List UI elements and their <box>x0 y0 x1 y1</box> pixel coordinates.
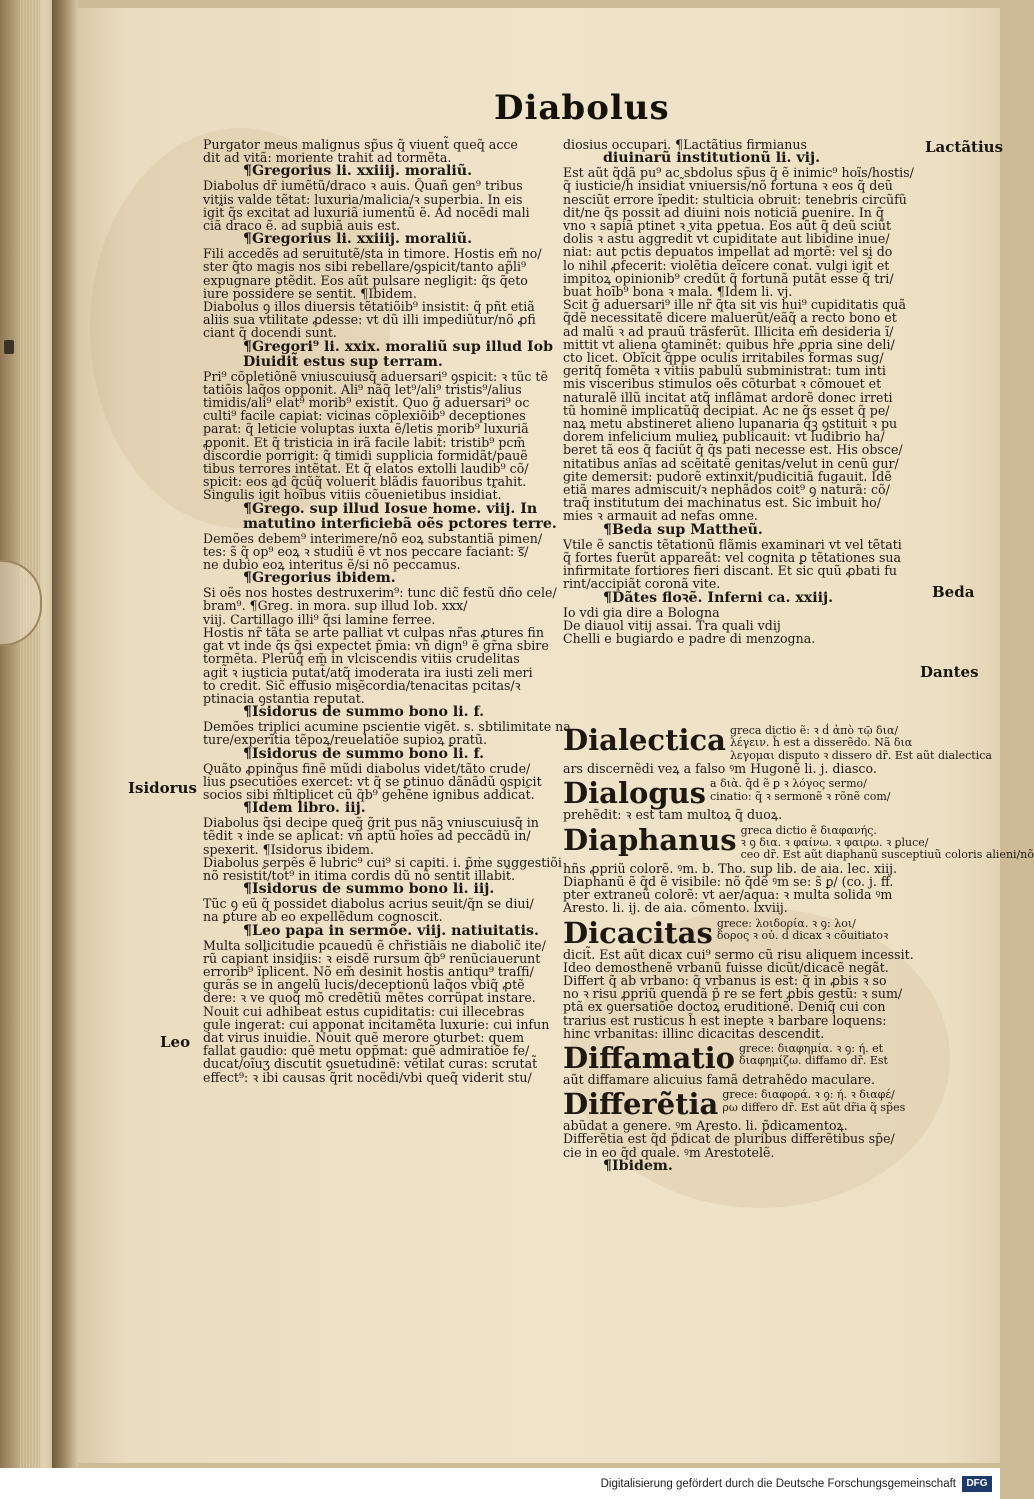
text-line: pter extraneũ colorẽ: vt aer/aqua: ꝛ multa solida ꝰm <box>563 887 893 903</box>
text-line: ster q̃to magis nos sibi rebellare/ꝯspicit/tanto ap̃li⁹ <box>203 259 527 275</box>
rubric-line: ¶Gregorius li. xxiiij. moraliũ. <box>243 163 473 180</box>
headword: Differẽtia <box>563 1087 719 1122</box>
rubric-line: ¶Dãtes floꝛẽ. Inferni ca. xxiij. <box>603 589 834 606</box>
text-line: no ꝛ risu ꝓpriũ quendã p̃ re se fert ꝓbis gestũ: ꝛ sum/ <box>563 986 903 1002</box>
entry-head <box>563 822 1034 862</box>
text-line: parat: q̃ leticie voluptas iuxta ẽ/letis morib⁹ luxuriã <box>203 421 529 437</box>
text-line: Diabolus q̃si decipe queq̃ g̃rit pus nãꝫ vniuscuiusq̃ in <box>203 815 539 831</box>
text-line: dit/ne q̃s possit ad diuini nois noticiã ꝑuenire. In q̃ <box>563 204 884 220</box>
dictionary-entry <box>563 778 915 821</box>
text-line: to credit̃. Sic̃ effusio misẽcordia/tenacitas pcitas/ꝛ <box>203 677 521 693</box>
text-line: aliis sua vtilitate ꝓdesse: vt dũ illi impediũtur/nõ ꝓfi <box>203 312 536 328</box>
rubric-line: ¶Beda sup Mattheũ. <box>603 521 763 538</box>
gloss-line: grece: διαφορά. ꝛ ꝯ: ή. ꝛ διαφέ/ <box>722 1088 895 1102</box>
gloss-line: διαφημίζω. diffamo dr̃. Est <box>739 1054 888 1068</box>
entry-head <box>563 1087 915 1122</box>
margin-note-beda: Beda <box>932 583 975 601</box>
text-line: abũdat a genere. ꝰm Aresto. li. p̃dicamentoꝝ. <box>563 1118 848 1134</box>
text-line: nitatibus anĩas ad scẽitatẽ genitas/velut in cenũ gur/ <box>563 455 899 471</box>
text-line: Demões debem⁹ interimere/nõ eoꝝ substantiã pimen/ <box>203 530 543 546</box>
text-line: spexerit. ¶Isidorus ibidem. <box>203 841 374 857</box>
text-line: Nouit cui adhibeat estus cupiditatis: cui illecebras <box>203 1003 525 1019</box>
text-line: q̃dẽ necessitatẽ dicere maluerũt/eãq̃ a recto bono et <box>563 310 897 326</box>
rubric-line: ¶Ibidem. <box>603 1157 673 1174</box>
text-line: cto licet. Obĩcit q̃ppe oculis irritabiles formas sug/ <box>563 350 884 366</box>
text-line: traq̃ institutum dei machinatus est. Sic imbuit ho/ <box>563 495 881 511</box>
text-line: Io vdi gia dire a Bologna <box>563 604 720 620</box>
text-line: igit̃ q̃s excitat ad luxuriã iumentũ ẽ. Ad nocẽdi mali <box>203 204 530 220</box>
gloss-line: λέγειν. h̃ est a disserẽdo. Nã δια <box>729 736 913 750</box>
text-line: Aresto. li. ij. de aia. cõmento. lxviij. <box>563 900 788 916</box>
text-line: naturalẽ illũ incitat atq̃ inflãmat ardorẽ donec irreti <box>563 389 893 405</box>
dictionary-entry <box>563 1089 915 1159</box>
text-line: gat vt inde q̃s q̃si expectet p̃mia: vñ dign⁹ ẽ gr̃na sbire <box>203 638 549 654</box>
left-text-column <box>203 137 571 1085</box>
text-line: Hostis nr̃ tãta se arte palliat vt culpas nr̃as ꝓtures fin <box>203 624 544 640</box>
text-line: viij. Cartillago illi⁹ q̃si lamine ferree. <box>203 611 436 627</box>
text-line: fallat gaudio: quẽ metu opp̃mat: quẽ admiratiõe fe/ <box>203 1043 530 1059</box>
text-line: tes: s̃ q̃ op⁹ eoꝝ ꝛ studiũ ẽ vt nos peccare faciant: sᷓ/ <box>203 543 529 559</box>
text-line: tatiõis laq̃os opponit. Ali⁹ nãq̃ let⁹/ali⁹ tristis⁹/alius <box>203 381 522 397</box>
text-line: dere: ꝛ ve quoq̃ mõ credẽtiũ mẽtes corrũpat instare. <box>203 990 536 1006</box>
rubric-line: Diuidit̃ estus sup terram. <box>243 353 443 370</box>
text-line: ptã ex ꝯuersatiõe doctoꝝ eruditionẽ. Deniq̃ cui con <box>563 999 886 1015</box>
entry-head <box>563 723 992 762</box>
text-line: nesciũt errore ĩpedit: stulticia obruit: tenebris circũfũ <box>563 191 907 207</box>
gloss-line: λεγομαι disputo ꝛ dissero dr̃. Est aũt dialectica <box>729 748 992 762</box>
text-line: trarius est rusticus h̃ est inepte ꝛ barbare loquens: <box>563 1012 887 1028</box>
gloss-line: ꝛ ꝯ δια. ꝛ φαίνω. ꝛ φαιρω. ꝛ ꝑluce/ <box>740 836 929 850</box>
text-line: Diabolus serpẽs ẽ lubric⁹ cui⁹ si capiti. i. p̃ṁe suggestiõi <box>203 854 562 870</box>
text-line: gite demersit: pudorẽ extinxit/pudicitiã fugauit. Idẽ <box>563 468 892 484</box>
text-line: dolis ꝛ astu aggredit̃ vt cupiditate aut libidine inue/ <box>563 231 890 247</box>
margin-note-dantes: Dantes <box>920 663 979 681</box>
text-line: diosius occupari. ¶Lactãtius firmianus <box>563 137 807 152</box>
gloss-line: ceo dr̃. Est aũt diaphanũ susceptiuũ coloris alieni/nõ <box>740 848 1034 862</box>
entry-head <box>563 776 915 811</box>
text-line: dat virus inuidie. Nouit quẽ merore ꝯturbet: quem <box>203 1029 525 1045</box>
text-line: geritq̃ fomẽta ꝛ vitiis pabulũ subministrat: tum inti <box>563 363 886 379</box>
text-line: ars discernẽdi veꝝ a falso ꝰm Hugonẽ li. j. diasco. <box>563 761 877 777</box>
text-line: dit ad vitã: moriente trahit ad tormẽta. <box>203 150 452 166</box>
text-line: tormẽta. Plerũq̃ em̃ in vlciscendis vitiis crudelitas <box>203 651 520 667</box>
margin-note-lactantius: Lactãtius <box>925 138 1004 156</box>
text-line: impitoꝝ opinionib⁹ credũt q̃ fortunã putãt esse q̃ tri/ <box>563 270 894 286</box>
headword-gloss <box>722 1089 905 1114</box>
text-line: nõ resistit̃/tot⁹ in itima cordis dũ nõ sentit̃ illabit̃. <box>203 867 515 883</box>
text-line: q̃ fortes fuerũt appareãt: vel cognita ꝑ tẽtationes sua <box>563 549 902 565</box>
text-line: expugnare ꝑtẽdit. Eos aũt pulsare negligit: q̃s q̃eto <box>203 272 528 288</box>
headword: Dialectica <box>563 723 726 757</box>
text-line: ducat/oĩuʒ discutit ꝯsuetudinẽ: vẽtilat curas: scrutat̃ <box>203 1056 538 1072</box>
text-line: Diabolus ꝯ illos diuersis tẽtatiõib⁹ insistit: q̃ pñt etiã <box>203 299 535 315</box>
text-line: dorem infelicium mulieꝝ publicauit: vt ludibrio ha/ <box>563 429 885 445</box>
dictionary-entry <box>563 723 992 777</box>
headword-gloss <box>717 918 888 943</box>
text-line: Multa sollicitudie pcauedũ ẽ chr̃istiãis ne diabolic̃ ite/ <box>203 937 546 953</box>
dictionary-entry <box>563 915 915 1041</box>
text-line: ad malũ ꝛ ad prauũ trãsferũt. Illicita em̃ desideria ĩ/ <box>563 323 894 339</box>
text-line: socios sibi m̃ltiplicet cũ q̃b⁹ gehẽne ignibus addicat̃. <box>203 786 535 802</box>
text-line: Vtile ẽ sanctis tẽtationũ flãmis examinari vt vel tẽtati <box>563 536 902 552</box>
text-line: agit̃ ꝛ iusticia putat̃/atq̃ imoderata ira iusti zeli meri <box>203 664 533 680</box>
text-line: tẽdit ꝛ inde se aplicat: vñ aptũ hoĩes ad peccãdũ in/ <box>203 828 531 844</box>
text-line: effect⁹: ꝛ ibi causas q̃rit nocẽdi/vbi queq̃ viderit stu/ <box>203 1069 532 1085</box>
text-line: lius ꝑsecutiões exercet: vt q̃ se ꝑtinuo dãnãdũ ꝯspicit <box>203 773 542 789</box>
text-line: buat hoĩb⁹ bona ꝛ mala. ¶Idem li. vj. <box>563 284 793 300</box>
dictionary-entry <box>563 822 1034 916</box>
text-line: rũ capiant̃ insidiis: ꝛ eisdẽ rursum q̃b⁹ renũciauerunt <box>203 950 541 966</box>
entry-head <box>563 915 915 950</box>
text-line: ciant q̃ docendi sunt. <box>203 325 337 341</box>
dictionary-entry <box>563 1043 915 1086</box>
rubric-line: ¶Leo papa in sermõe. viij. natiuitatis. <box>243 922 539 939</box>
page-stack-edges <box>20 0 40 1468</box>
text-line: niat: aut pctis depuatos impellat ad mortẽ: vel si do <box>563 244 893 260</box>
gloss-line: greca dictio ẽ διαφανής. <box>740 823 877 837</box>
rubric-line: diuinarũ institutionũ li. vij. <box>603 150 821 167</box>
text-line: ciã draco ẽ. ad supbiã auis est. <box>203 218 401 234</box>
headword-gloss <box>710 778 891 803</box>
dfg-logo: DFG <box>962 1476 992 1492</box>
text-line: tũ hominẽ implicatũq̃ decipiat. Ac ne q̃s esset q̃ pe/ <box>563 402 890 418</box>
text-line: prehẽdit: ꝛ est tam multoꝝ q̃ duoꝝ. <box>563 807 783 823</box>
text-line: beret tã eos q̃ faciũt q̃ q̃s pati necesse est. His obsce/ <box>563 442 903 458</box>
text-line: gule ingerat: cui apponat incitamẽta luxurie: cui infun <box>203 1016 550 1032</box>
text-line: etiã mares admiscuit/ꝛ nephãdos coit⁹ ꝯ naturã: cõ/ <box>563 482 890 498</box>
text-line: lo nihil ꝓfecerit: violẽtia deĩcere conat̃. vulgi igit̃ et <box>563 257 890 273</box>
text-line: ꝓponit. Et q̃ tristicia in irã facile labit̃: tristib⁹ pcm̃ <box>203 434 526 450</box>
text-line: Fili accedẽs ad seruitutẽ/sta in timore. Hostis em̃ no/ <box>203 246 542 262</box>
text-line: Scit g̃ aduersari⁹ ille nr̃ q̃ta sit vis hui⁹ cupiditatis quã <box>563 297 906 313</box>
headword-gloss <box>741 825 1034 862</box>
margin-note-leo: Leo <box>160 1033 191 1051</box>
headword: Diffamatio <box>563 1041 735 1076</box>
text-line: timidis/ali⁹ elat⁹ morib⁹ existit. Quo g̃ aduersari⁹ oc <box>203 395 530 411</box>
text-line: rint/accipiãt coronã vite. <box>563 576 721 592</box>
text-line: Demões triplici acumine pscientie vigẽt. s. sbtilimitate na <box>203 719 571 735</box>
text-line: errorib⁹ ĩplicent̃. Nõ em̃ desinit hostis antiqu⁹ traſfi/ <box>203 963 534 979</box>
text-line: na ꝑture ab eo expellẽdum cognoscit. <box>203 909 443 925</box>
rubric-line: ¶Isidorus de summo bono li. f. <box>243 745 485 762</box>
text-line: aũt diffamare alicuius famã detrahẽdo maculare. <box>563 1072 876 1088</box>
text-line: Tũc ꝯ eũ q̃ possidet diabolus acrius seuit/q̃n se diui/ <box>203 896 534 912</box>
headword-gloss <box>739 1043 888 1068</box>
text-line: gurãs se in angelũ lucis/deceptionũ laq̃os vbiq̃ ꝓtẽ <box>203 977 525 993</box>
text-line: Differt q̃ ab vrbano: q̃ vrbanus is est: q̃ in ꝓbis ꝛ so <box>563 973 887 989</box>
gloss-line: cinatio: q̃ ꝛ sermonẽ ꝛ rõnẽ com/ <box>710 789 891 803</box>
rubric-line: ¶Idem libro. iij. <box>243 800 366 817</box>
entry-head <box>563 1041 915 1076</box>
text-line: hñs ꝓpriũ colorẽ. ꝰm. b. Tho. sup lib. de aia. lec. xiij. <box>563 860 898 876</box>
text-line: mies ꝛ armauit ad nefas omne. <box>563 508 758 524</box>
text-line: Est aũt q̃dã pu⁹ ac sbdolus sp̃us q̃ ẽ inimic⁹ hoĩs/hostis/ <box>563 165 914 181</box>
page-heading: Diabolus <box>494 88 670 128</box>
gloss-line: grece: διαφημία. ꝛ ꝯ: ή. et <box>739 1042 884 1056</box>
dictionary-entries <box>563 722 1034 1174</box>
text-line: Ideo demosthenẽ vrbanũ fuisse dicũt/dicacẽ negãt. <box>563 959 889 975</box>
book-gutter <box>52 0 78 1468</box>
headword: Dialogus <box>563 776 707 811</box>
text-line: ture/experĩtia tẽpoꝝ/reuelatiõe supioꝝ ꝑratũ. <box>203 732 487 748</box>
headword: Diaphanus <box>563 822 737 857</box>
text-line: culti⁹ facile capiat: vicinas cõplexiõib⁹ deceptiones <box>203 408 526 424</box>
book-clasp <box>4 340 14 354</box>
rubric-line: ¶Grego. sup illud Iosue home. viij. In <box>243 500 538 517</box>
text-line: tibus terrores intẽtat. Et q̃ elatos extolli laudib⁹ cõ/ <box>203 461 529 477</box>
gloss-line: greca dictio ẽ: ꝛ ḋ ἀπὸ τῷ δια/ <box>729 724 899 737</box>
text-line: discordie porrigit: q̃ timidi supplicia formidãt/pauẽ <box>203 447 528 463</box>
rubric-line: ¶Gregori⁹ li. xxix. moraliũ sup illud Iob <box>243 338 554 355</box>
text-line: bram⁹. ¶Greg. in mora. sup illud Iob. xxx/ <box>203 598 468 614</box>
text-line: Si oẽs nos hostes destruxerim⁹: tunc dic̃ festũ dño cele/ <box>203 585 557 601</box>
headword: Dicacitas <box>563 915 713 950</box>
text-line: dicit̃. Est aũt dicax cui⁹ sermo cũ risu aliquem incessit. <box>563 946 914 962</box>
text-line: Differẽtia est q̃d p̃dicat̃ de pluribus differẽtibus sp̃e/ <box>563 1131 895 1147</box>
text-line: spicit: eos ad q̃cũq̃ voluerit blãdis fauoribus trahit. <box>203 474 527 490</box>
headword-gloss <box>730 725 992 762</box>
text-line: Purgator meus malignus sp̃us q̃ viuent̃ queq̃ acce <box>203 137 518 152</box>
gloss-line: δορος ꝛ οὐ. ḋ dicax ꝛ cõuitiatoꝛ <box>716 929 889 943</box>
text-line: ptinacia ꝯstantia reputat̃. <box>203 690 365 706</box>
text-line: mittit vt aliena ꝯtaminẽt: quibus hr̃e ꝓpria sine deli/ <box>563 336 895 352</box>
text-line: Chelli e bugiardo e padre di menzogna. <box>563 630 816 646</box>
text-line: iure possidere se sentit. ¶Ibidem. <box>203 285 417 301</box>
rubric-line: matutino interficiebã oẽs pctores terre. <box>243 515 557 532</box>
text-line: cie in eo q̃d quale. ꝰm Arestotelẽ. <box>563 1144 775 1160</box>
gloss-line: ρω differo dr̃. Est aũt dr̃ia q̃ sp̃es <box>722 1100 906 1114</box>
text-line: infirmitate fortiores fieri discant. Et sic quũ ꝓbati fu <box>563 563 897 579</box>
text-line: vitiis valde tẽtat: luxuria/malicia/ꝛ superbia. In eis <box>203 191 523 207</box>
rubric-line: ¶Isidorus de summo bono li. f. <box>243 704 485 721</box>
text-line: Quãto ꝓpinq̃us finẽ mũdi diabolus videt/tãto crude/ <box>203 760 531 776</box>
right-text-column <box>563 138 915 645</box>
text-line: Pri⁹ cõpletiõnẽ vniuscuiusq̃ aduersari⁹ ꝯspicit: ꝛ tũc tẽ <box>203 368 548 384</box>
rubric-line: ¶Gregorius ibidem. <box>243 570 396 587</box>
text-line: vno ꝛ sapiã ptinet ꝛ vita ꝑpetua. Eos aũt q̃ deũ sciũt <box>563 218 892 234</box>
text-line: hinc vrbanitas: illinc dicacitas descendit. <box>563 1025 825 1041</box>
text-line: naꝝ metu abstineret alieno lupanaria q̃ꝫ ꝯstituit ꝛ pu <box>563 416 898 432</box>
text-line: Singulis igit̃ hoĩbus vitiis cõuenietibus insidiat̃. <box>203 487 502 503</box>
text-line: mis visceribus stimulos oẽs cõturbat ꝛ cõmouet et <box>563 376 882 392</box>
text-line: Diaphanũ ẽ q̃d ẽ visibile: nõ q̃dẽ ꝰm se: s̃ ꝑ/ (co. j. ff. <box>563 874 894 890</box>
text-line: q̃ iusticie/h̃ insidiat̃ vniuersis/nõ fortuna ꝛ eos q̃ deũ <box>563 178 893 194</box>
gloss-line: grece: λοιδορία. ꝛ ꝯ: λοι/ <box>716 916 856 930</box>
text-line: De diauol vitij assai. Tra quali vdij <box>563 617 781 633</box>
footer-credit: Digitalisierung gefördert durch die Deutsche Forschungsgemeinschaft <box>600 1478 956 1490</box>
text-line: ne dubio eoꝝ interitus ẽ/si nõ peccamus. <box>203 557 461 573</box>
margin-note-isidorus: Isidorus <box>128 779 197 797</box>
text-line: Diabolus dr̃ iumẽtũ/draco ꝛ auis. Q̃uañ gen⁹ tribus <box>203 178 523 194</box>
gloss-line: a διὰ. q̃d ẽ ꝑ ꝛ λόγος sermo/ <box>710 777 867 791</box>
rubric-line: ¶Isidorus de summo bono li. iij. <box>243 881 495 898</box>
rubric-line: ¶Gregorius li. xxiiij. moraliũ. <box>243 231 473 248</box>
